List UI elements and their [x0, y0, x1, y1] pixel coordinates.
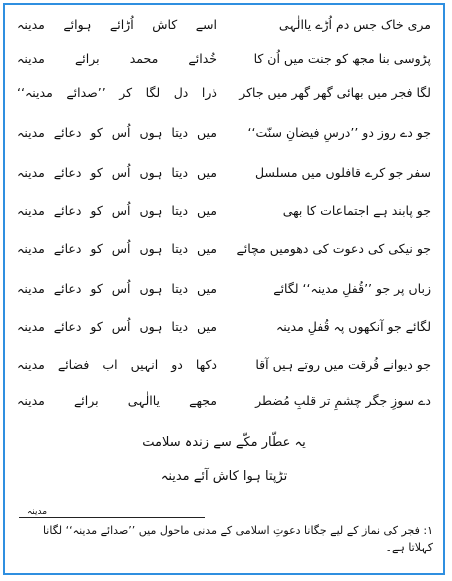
- misra-second: اسے کاش اُڑائے ہوائے مدینہ: [17, 17, 217, 32]
- couplet: [13, 11, 435, 39]
- misra-first: جو نیکی کی دعوت کی دھومیں مچائے: [236, 241, 431, 256]
- misra-second: میں دیتا ہوں اُس کو دعائے مدینہ: [17, 165, 217, 180]
- couplet: [13, 351, 435, 379]
- misra-first: پڑوسی بنا مجھ کو جنت میں اُن کا: [253, 51, 431, 66]
- misra-first: جو دیوانے فُرقت میں روتے ہیں آقا: [255, 357, 431, 372]
- misra-first: سفر جو کرے قافلوں میں مسلسل: [254, 165, 431, 180]
- misra-second: میں دیتا ہوں اُس کو دعائے مدینہ: [17, 241, 217, 256]
- page-frame: [3, 3, 445, 575]
- couplet: [13, 235, 435, 263]
- closing-line: یہ عطّار مکّے سے زندہ سلامت: [142, 435, 306, 450]
- misra-second: مجھے یاالٰہی برائے مدینہ: [17, 393, 217, 408]
- couplet: [13, 79, 435, 107]
- misra-second: میں دیتا ہوں اُس کو دعائے مدینہ: [17, 281, 217, 296]
- couplet: [13, 197, 435, 225]
- misra-first: زباں پر جو ’’قُفلِ مدینہ‘‘ لگائے: [273, 281, 431, 296]
- misra-first: جو پابند ہے اجتماعات کا بھی: [282, 203, 431, 218]
- misra-first: جو دے روز دو ’’درسِ فیضانِ سنّت‘‘: [247, 125, 431, 140]
- misra-first: لگائے جو آنکھوں پہ قُفلِ مدینہ: [275, 319, 431, 334]
- misra-first: دے سوزِ جگر چشمِ تر قلبِ مُضطر: [255, 393, 431, 408]
- couplet: [13, 387, 435, 415]
- misra-second: خُدائے محمد برائے مدینہ: [17, 51, 217, 66]
- misra-second: ذرا دل لگا کر ’’صدائے مدینہ‘‘: [17, 85, 217, 100]
- misra-first: لگا فجر میں بھائی گھر گھر میں جاکر: [239, 85, 431, 100]
- footnote-rule-word: مدینہ: [27, 507, 48, 517]
- misra-second: دکھا دو انہیں اب فضائے مدینہ: [17, 357, 217, 372]
- couplet: [13, 119, 435, 147]
- closing-line: تڑپتا ہوا کاش آئے مدینہ: [160, 469, 288, 484]
- misra-second: میں دیتا ہوں اُس کو دعائے مدینہ: [17, 319, 217, 334]
- couplet: [13, 313, 435, 341]
- couplet: [13, 159, 435, 187]
- misra-second: میں دیتا ہوں اُس کو دعائے مدینہ: [17, 203, 217, 218]
- misra-first: مری خاک جس دم اُڑے یاالٰہی: [278, 17, 431, 32]
- couplet: [13, 45, 435, 73]
- footnote-text: ۱: فجر کی نماز کے لیے جگانا دعوتِ اسلامی کے مدنی ماحول میں ’’صدائے مدینہ‘‘ لگانا کہلاتا ہے۔: [42, 524, 433, 554]
- couplet: [13, 275, 435, 303]
- misra-second: میں دیتا ہوں اُس کو دعائے مدینہ: [17, 125, 217, 140]
- footnote-divider: [19, 517, 205, 518]
